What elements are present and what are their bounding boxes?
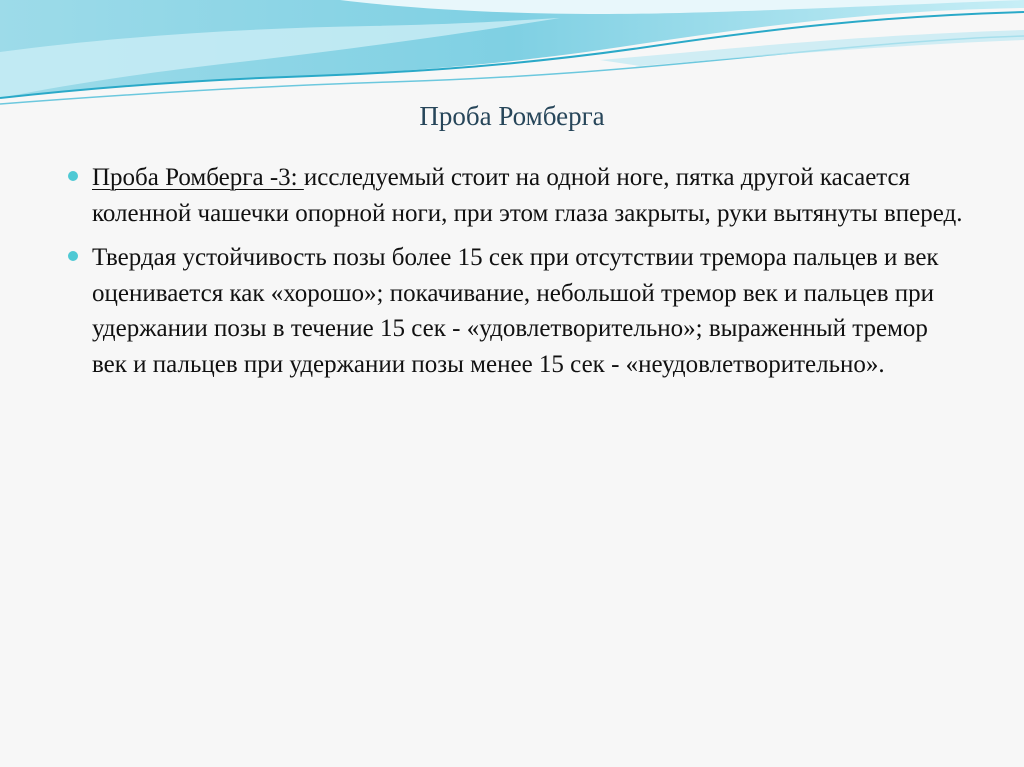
slide-title: Проба Ромберга [419, 101, 605, 131]
bullet-dot-icon [68, 171, 78, 181]
bullet-dot-icon [68, 251, 78, 261]
bullet-item [68, 240, 968, 382]
slide-body [68, 160, 968, 391]
bullet-lead: Проба Ромберга -3: [92, 164, 304, 191]
bullet-item [68, 160, 968, 231]
bullet-text: Твердая устойчивость позы более 15 сек при отсутствии тремора пальцев и век оценивается как «хорошо»; покачивание, небольшой тремор век и пальцев при удержании позы в течение 15 сек - «удовлетворительно»; выраженный тремор век и пальцев при удержании позы менее 15 сек - «неудовлетворительно». [92, 244, 939, 378]
bullet-text: исследуемый стоит на одной ноге, пятка другой касается коленной чашечки опорной ноги, при этом глаза закрыты, руки вытянуты вперед. [92, 164, 963, 227]
